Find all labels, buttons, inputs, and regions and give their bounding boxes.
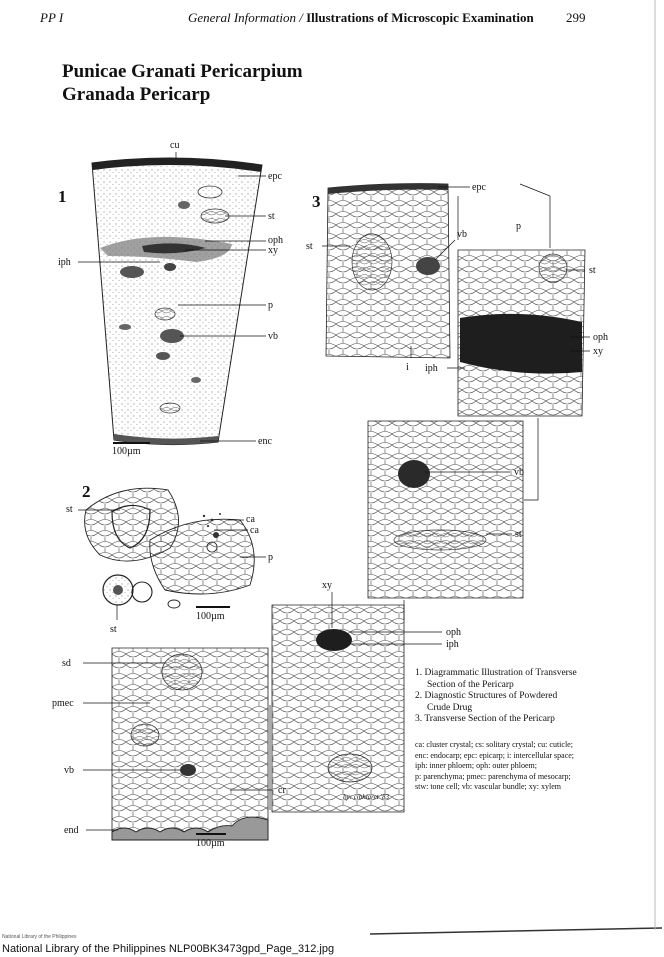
fig1-scale: 100µm [112, 446, 141, 457]
legend-line: p: parenchyma; pmec: parenchyma of mesocarp; [415, 771, 571, 781]
fig3-label-vb-low: vb [64, 765, 74, 776]
caption-1-cont: Section of the Pericarp [427, 679, 514, 690]
figure-2-powder [78, 488, 266, 620]
fig1-label-p: p [268, 300, 273, 311]
fig3-label-st-right: st [589, 265, 596, 276]
fig3-label-end: end [64, 825, 79, 836]
fig1-label-enc: enc [258, 436, 272, 447]
footer-text: National Library of the Philippines NLP00BK3473gpd_Page_312.jpg [2, 943, 335, 955]
title-common: Granada Pericarp [62, 84, 211, 105]
fig3-label-i: i [406, 362, 409, 373]
fig3-label-st-mid: st [515, 529, 522, 540]
fig3-label-vb-mid: vb [514, 467, 524, 478]
header-left: PP I [40, 10, 64, 25]
fig2-label-ca-1: ca [246, 514, 255, 525]
figure-3-number: 3 [312, 192, 321, 211]
figure-2-number: 2 [82, 482, 91, 501]
fig3-label-iph-left: iph [425, 363, 438, 374]
caption-2: 2. Diagnostic Structures of Powdered [415, 691, 558, 701]
fig1-label-oph: oph [268, 235, 283, 246]
legend-line: enc: endocarp; epc: epicarp; i: intercellular space; [415, 750, 575, 760]
footer-tiny-text: National Library of the Philippines [2, 934, 77, 940]
fig3-label-xy-low: xy [322, 580, 332, 591]
figure-caption [415, 668, 625, 726]
fig1-label-xy: xy [268, 245, 278, 256]
legend-line: ca: cluster crystal; cs: solitary crystal; cu: cuticle; [415, 740, 573, 749]
fig2-label-p: p [268, 552, 273, 563]
fig2-label-st: st [66, 504, 73, 515]
page-number: 299 [566, 10, 586, 25]
fig3-label-pmec: pmec [52, 698, 74, 709]
fig1-label-vb: vb [268, 331, 278, 342]
caption-1: 1. Diagrammatic Illustration of Transverse [415, 668, 577, 678]
header-section: General Information / [188, 10, 303, 25]
caption-2-cont: Crude Drug [427, 702, 473, 713]
figure-1-number: 1 [58, 187, 67, 206]
fig3-label-oph-low: oph [446, 627, 461, 638]
fig3-label-cr: cr [278, 785, 286, 796]
fig1-label-cu: cu [170, 140, 180, 151]
header-chapter: Illustrations of Microscopic Examination [306, 10, 534, 25]
fig2-scale: 100µm [196, 611, 225, 622]
fig3-label-oph-right: oph [593, 332, 608, 343]
fig3-label-p: p [516, 221, 521, 232]
fig1-label-epc: epc [268, 171, 282, 182]
fig2-label-st-2: st [110, 624, 117, 635]
title-latin: Punicae Granati Pericarpium [62, 61, 303, 82]
legend-line: iph: inner phloem; oph: outer phloem; [415, 761, 537, 770]
fig1-label-iph: iph [58, 257, 71, 268]
fig3-label-iph-low: iph [446, 639, 459, 650]
page-edge-line [370, 928, 662, 934]
figure-1-diagram [78, 152, 266, 445]
fig3-label-vb-top: vb [457, 229, 467, 240]
caption-3: 3. Transverse Section of the Pericarp [415, 714, 555, 724]
fig3-label-epc: epc [472, 182, 486, 193]
fig2-label-ca-2: ca [250, 525, 259, 536]
abbreviation-legend [415, 740, 635, 793]
fig3-scale: 100µm [196, 838, 225, 849]
fig3-label-st-left: st [306, 241, 313, 252]
fig1-label-st: st [268, 211, 275, 222]
illustrator-signature: by: cibhiaret '83 [343, 793, 389, 801]
fig3-label-sd: sd [62, 658, 71, 669]
fig3-label-xy-right: xy [593, 346, 603, 357]
legend-line: stw: tone cell; vb: vascular bundle; xy: xylem [415, 782, 561, 791]
